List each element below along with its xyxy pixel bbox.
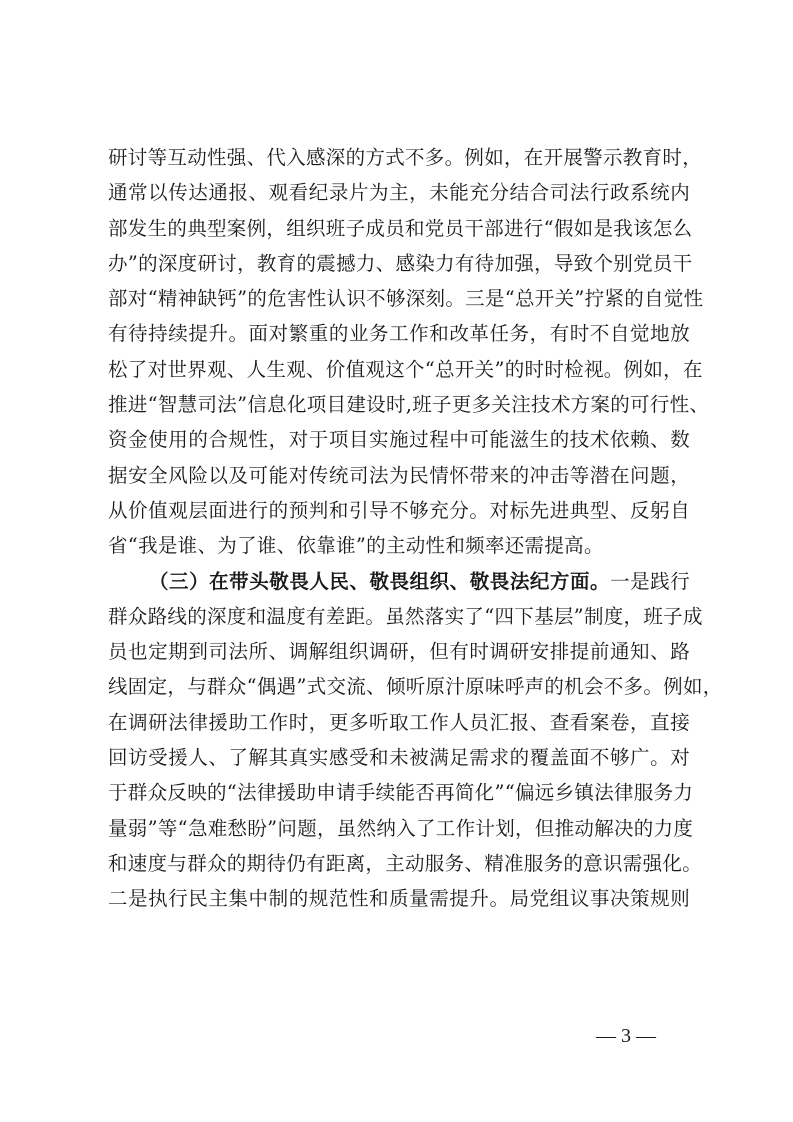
text-line: 办”的深度研讨，教育的震撼力、感染力有待加强，导致个别党员干 bbox=[108, 251, 693, 275]
text-line: 在调研法律援助工作时，更多听取工作人员汇报、查看案卷，直接 bbox=[108, 710, 690, 734]
text-line: 通常以传达通报、观看纪录片为主，未能充分结合司法行政系统内 bbox=[108, 181, 690, 205]
text-line: 量弱”等“急难愁盼”问题，虽然纳入了工作计划，但推动解决的力度 bbox=[108, 816, 694, 840]
text-line: 回访受援人、了解其真实感受和未被满足需求的覆盖面不够广。对 bbox=[108, 746, 690, 770]
page-number: — 3 — bbox=[596, 1025, 656, 1047]
text-line: 于群众反映的“法律援助申请手续能否再简化”“偏远乡镇法律服务力 bbox=[108, 781, 694, 805]
text-line: 从价值观层面进行的预判和引导不够充分。对标先进典型、反躬自 bbox=[108, 498, 690, 522]
body-text bbox=[108, 140, 723, 917]
section-heading: （三）在带头敬畏人民、敬畏组织、敬畏法纪方面。 bbox=[149, 569, 611, 593]
text-line: 和速度与群众的期待仍有距离，主动服务、精准服务的意识需强化。 bbox=[108, 851, 703, 875]
text-line: 线固定，与群众“偶遇”式交流、倾听原汁原味呼声的机会不多。例如， bbox=[108, 675, 723, 699]
text-line: 群众路线的深度和温度有差距。虽然落实了“四下基层”制度，班子成 bbox=[108, 604, 703, 628]
section-heading-line bbox=[108, 564, 690, 599]
text-line: 员也定期到司法所、调解组织调研，但有时调研安排提前通知、路 bbox=[108, 640, 690, 664]
text-line: 资金使用的合规性，对于项目实施过程中可能滋生的技术依赖、数 bbox=[108, 428, 690, 452]
text-line: 研讨等互动性强、代入感深的方式不多。例如，在开展警示教育时， bbox=[108, 146, 703, 169]
text-run: 一是践行 bbox=[610, 569, 690, 593]
text-line: 省“我是谁、为了谁、依靠谁”的主动性和频率还需提高。 bbox=[108, 534, 604, 558]
text-line: 松了对世界观、人生观、价值观这个“总开关”的时时检视。例如，在 bbox=[108, 357, 703, 381]
text-line: 据安全风险以及可能对传统司法为民情怀带来的冲击等潜在问题， bbox=[108, 463, 690, 487]
text-line: 推进“智慧司法”信息化项目建设时,班子更多关注技术方案的可行性、 bbox=[108, 393, 710, 417]
text-line: 部发生的典型案例，组织班子成员和党员干部进行“假如是我该怎么 bbox=[108, 216, 693, 240]
text-line: 有待持续提升。面对繁重的业务工作和改革任务，有时不自觉地放 bbox=[108, 322, 690, 346]
text-line: 二是执行民主集中制的规范性和质量需提升。局党组议事决策规则 bbox=[108, 887, 690, 911]
text-line: 部对“精神缺钙”的危害性认识不够深刻。三是“总开关”拧紧的自觉性 bbox=[108, 287, 704, 311]
